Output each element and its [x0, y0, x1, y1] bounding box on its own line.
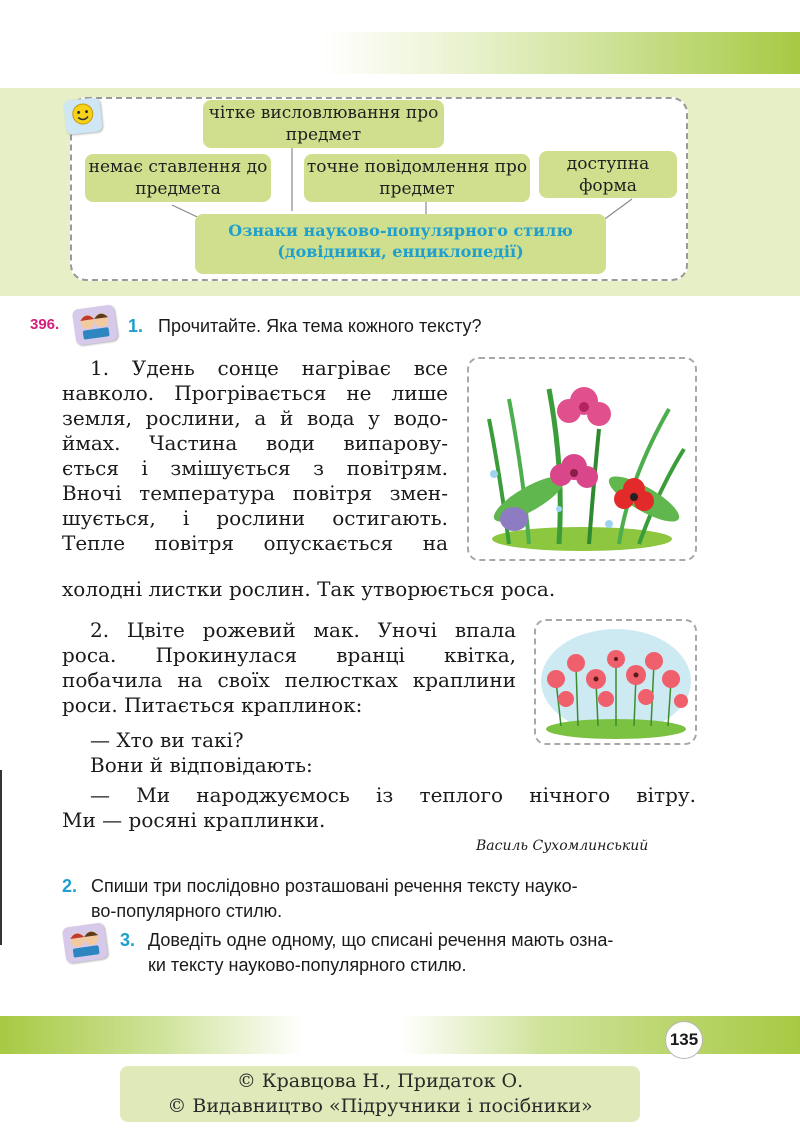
text-line: ється і змішується з повітрям.	[62, 456, 448, 480]
text-line: Вночі температура повітря змен-	[62, 481, 448, 505]
scheme-box-clear-expression	[203, 100, 444, 148]
text-line: земля, рослини, а й вода у водо-	[62, 406, 448, 430]
kids-icon	[62, 922, 109, 963]
text-line: 1. Удень сонце нагріває все	[90, 356, 448, 380]
kids-icon	[72, 304, 119, 345]
task-2-line: Спиши три послідовно розташовані речення тексту науко-	[91, 876, 578, 896]
scheme-box-no-attitude	[85, 154, 271, 202]
text-line: 2. Цвіте рожевий мак. Уночі впала	[90, 618, 516, 642]
text-line: — Ми народжуємось із теплого нічного вітру.	[90, 783, 696, 807]
poppies-illustration	[534, 619, 697, 745]
flowers-illustration	[467, 357, 697, 561]
smiley-sticker-icon	[63, 97, 102, 135]
scheme-main-box	[195, 214, 606, 274]
text-line: роса. Прокинулася вранці квітка,	[62, 643, 516, 667]
text-2-block	[62, 618, 516, 718]
text-1-block	[62, 356, 448, 556]
scheme-box-precise-message	[304, 154, 530, 202]
scheme-frame	[70, 97, 688, 281]
text-line: Тепле повітря опускається на	[62, 531, 448, 555]
scheme-box-text: доступна форма	[566, 154, 650, 196]
text-line: побачила на своїх пелюстках краплини	[62, 668, 516, 692]
text-line: роси. Питається краплинок:	[62, 693, 363, 717]
scheme-main-title: Ознаки науково-популярного стилю	[228, 221, 573, 240]
task-3-line: ки тексту науково-популярного стилю.	[148, 955, 467, 975]
copyright-line: © Кравцова Н., Придаток О.	[236, 1070, 524, 1092]
text-line: навколо. Прогрівається не лише	[62, 381, 448, 405]
exercise-number: 396.	[30, 316, 60, 333]
copyright-box	[120, 1066, 640, 1122]
scheme-box-accessible-form	[539, 151, 677, 198]
kids-reading-sticker-icon	[62, 922, 109, 963]
header-band	[0, 32, 800, 74]
task-1-text: Прочитайте. Яка тема кожного тексту?	[158, 316, 482, 336]
text-line: — Хто ви такі?	[90, 728, 244, 752]
flowers-image-icon	[469, 359, 695, 559]
task-2-text	[91, 874, 578, 924]
task-2-line: во-популярного стилю.	[91, 901, 283, 921]
page-number: 135	[665, 1021, 703, 1059]
text-line: Ми — росяні краплинки.	[62, 808, 326, 832]
text-line: Вони й відповідають:	[90, 753, 313, 777]
task-3-text	[148, 928, 613, 978]
text-line: шується, і рослини остигають.	[62, 506, 448, 530]
kids-reading-sticker-icon	[72, 304, 119, 345]
margin-bar	[0, 770, 2, 945]
text-line: ймах. Частина води випарову-	[62, 431, 448, 455]
scheme-box-text: немає ставлення до предмета	[88, 157, 268, 199]
author-signature: Василь Сухомлинський	[476, 838, 649, 854]
scheme-box-text: точне повідомлення про предмет	[306, 157, 528, 199]
task-1-number: 1.	[128, 316, 144, 336]
text-line: холодні листки рослин. Так утворюється роса.	[62, 577, 556, 601]
scheme-main-subtitle: (довідники, енциклопедії)	[277, 242, 524, 261]
task-3-number: 3.	[120, 930, 136, 950]
text-2-dialogue	[62, 783, 696, 833]
task-2-number: 2.	[62, 876, 78, 896]
scheme-box-text: чітке висловлювання про предмет	[208, 103, 439, 145]
task-3-line: Доведіть одне одному, що списані речення мають озна-	[148, 930, 614, 950]
poppies-image-icon	[536, 621, 695, 743]
copyright-line: © Видавництво «Підручники і посібники»	[167, 1095, 593, 1117]
smiley-icon	[63, 97, 102, 135]
